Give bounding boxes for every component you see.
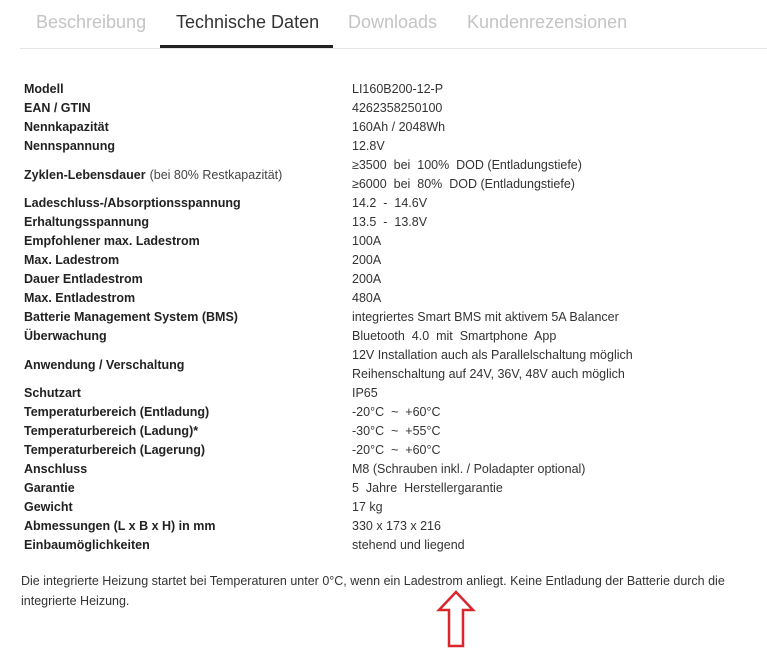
spec-label xyxy=(24,251,352,270)
spec-label-text: Nennspannung xyxy=(24,139,115,153)
spec-label-text: Abmessungen (L x B x H) in mm xyxy=(24,519,216,533)
spec-row xyxy=(24,251,744,270)
spec-value-line: Bluetooth 4.0 mit Smartphone App xyxy=(352,329,557,343)
spec-label xyxy=(24,99,352,118)
heating-footnote: Die integrierte Heizung startet bei Temperaturen unter 0°C, wenn ein Ladestrom anliegt. Keine Entladung der Batterie durch die integrierte Heizung. xyxy=(21,574,725,608)
spec-label xyxy=(24,536,352,555)
spec-value xyxy=(352,536,465,555)
spec-value xyxy=(352,460,585,479)
spec-value-line: 100A xyxy=(352,234,382,248)
spec-label-text: Einbaumöglichkeiten xyxy=(24,538,150,552)
spec-value-line: 12V Installation auch als Parallelschaltung möglich xyxy=(352,348,633,362)
tab-beschreibung[interactable]: Beschreibung xyxy=(36,12,147,32)
spec-label xyxy=(24,308,352,327)
spec-label-text: Empfohlener max. Ladestrom xyxy=(24,234,200,248)
spec-label xyxy=(24,156,352,194)
spec-row xyxy=(24,498,744,517)
spec-label xyxy=(24,137,352,156)
spec-value-line: IP65 xyxy=(352,386,378,400)
spec-label-text: Dauer Entladestrom xyxy=(24,272,143,286)
spec-value-line: M8 (Schrauben inkl. / Poladapter optional) xyxy=(352,462,586,476)
spec-row xyxy=(24,441,744,460)
spec-value xyxy=(352,232,381,251)
spec-value xyxy=(352,479,503,498)
spec-value xyxy=(352,194,427,213)
spec-label xyxy=(24,460,352,479)
spec-value-line: -30°C ~ +55°C xyxy=(352,424,441,438)
spec-label-text: Temperaturbereich (Lagerung) xyxy=(24,443,206,457)
spec-label xyxy=(24,327,352,346)
spec-label-text: Gewicht xyxy=(24,500,73,514)
spec-value-line: 160Ah / 2048Wh xyxy=(352,120,446,134)
spec-label-text: Erhaltungsspannung xyxy=(24,215,149,229)
spec-value-line: 480A xyxy=(352,291,382,305)
spec-label xyxy=(24,118,352,137)
spec-row xyxy=(24,384,744,403)
spec-value xyxy=(352,384,378,403)
spec-table xyxy=(24,80,744,555)
spec-row xyxy=(24,327,744,346)
spec-value xyxy=(352,251,381,270)
spec-row xyxy=(24,289,744,308)
spec-label-text: Max. Entladestrom xyxy=(24,291,136,305)
spec-value xyxy=(352,80,443,99)
spec-row xyxy=(24,156,744,194)
spec-label xyxy=(24,213,352,232)
spec-value-line: stehend und liegend xyxy=(352,538,465,552)
active-tab-indicator xyxy=(160,45,333,48)
tab-technische-daten[interactable]: Technische Daten xyxy=(176,12,320,32)
spec-label xyxy=(24,403,352,422)
spec-label-text: Temperaturbereich (Entladung) xyxy=(24,405,210,419)
spec-label xyxy=(24,289,352,308)
spec-value xyxy=(352,441,441,460)
spec-label xyxy=(24,498,352,517)
spec-label-text: Modell xyxy=(24,82,64,96)
spec-value-line: ≥3500 bei 100% DOD (Entladungstiefe) xyxy=(352,158,582,172)
spec-row xyxy=(24,308,744,327)
spec-label xyxy=(24,194,352,213)
spec-row xyxy=(24,403,744,422)
spec-value-line: integriertes Smart BMS mit aktivem 5A Balancer xyxy=(352,310,619,324)
spec-value xyxy=(352,327,556,346)
spec-label-text: Anschluss xyxy=(24,462,88,476)
spec-value-line: LI160B200-12-P xyxy=(352,82,444,96)
up-arrow-icon xyxy=(436,590,476,648)
spec-label xyxy=(24,232,352,251)
spec-row xyxy=(24,460,744,479)
spec-label-text: Schutzart xyxy=(24,386,81,400)
spec-label-text: Nennkapazität xyxy=(24,120,109,134)
spec-value xyxy=(352,289,381,308)
spec-value-line: 14.2 - 14.6V xyxy=(352,196,428,210)
spec-value-line: -20°C ~ +60°C xyxy=(352,443,441,457)
spec-value xyxy=(352,156,582,194)
spec-value-line: 12.8V xyxy=(352,139,385,153)
spec-label xyxy=(24,80,352,99)
spec-value xyxy=(352,213,427,232)
spec-label-text: Ladeschluss-/Absorptionsspannung xyxy=(24,196,241,210)
spec-value xyxy=(352,118,445,137)
spec-label-text: Temperaturbereich (Ladung)* xyxy=(24,424,199,438)
spec-value xyxy=(352,270,381,289)
spec-value-line: ≥6000 bei 80% DOD (Entladungstiefe) xyxy=(352,177,575,191)
spec-value xyxy=(352,403,441,422)
spec-value-line: 330 x 173 x 216 xyxy=(352,519,441,533)
spec-value-line: 200A xyxy=(352,253,382,267)
spec-value xyxy=(352,498,383,517)
spec-value-line: 17 kg xyxy=(352,500,383,514)
spec-row xyxy=(24,194,744,213)
spec-value xyxy=(352,308,619,327)
spec-value xyxy=(352,346,633,384)
spec-value-line: 13.5 - 13.8V xyxy=(352,215,428,229)
spec-label-text: Überwachung xyxy=(24,329,107,343)
spec-label-text: EAN / GTIN xyxy=(24,101,91,115)
spec-label-text: Anwendung / Verschaltung xyxy=(24,358,185,372)
spec-label xyxy=(24,384,352,403)
spec-row xyxy=(24,118,744,137)
spec-value-line: 4262358250100 xyxy=(352,101,443,115)
spec-row xyxy=(24,232,744,251)
spec-row xyxy=(24,422,744,441)
spec-row xyxy=(24,99,744,118)
spec-value-line: Reihenschaltung auf 24V, 36V, 48V auch möglich xyxy=(352,367,625,381)
spec-value xyxy=(352,517,441,536)
spec-row xyxy=(24,517,744,536)
spec-value xyxy=(352,422,441,441)
spec-row xyxy=(24,80,744,99)
spec-label-text: Zyklen-Lebensdauer xyxy=(24,168,146,182)
spec-value xyxy=(352,99,442,118)
spec-label xyxy=(24,270,352,289)
spec-label xyxy=(24,479,352,498)
spec-row xyxy=(24,137,744,156)
spec-label xyxy=(24,517,352,536)
spec-value-line: -20°C ~ +60°C xyxy=(352,405,441,419)
spec-label-text: Garantie xyxy=(24,481,75,495)
spec-value xyxy=(352,137,385,156)
spec-row xyxy=(24,213,744,232)
tab-kundenrezensionen[interactable]: Kundenrezensionen xyxy=(467,12,628,32)
spec-row xyxy=(24,536,744,555)
spec-value-line: 200A xyxy=(352,272,382,286)
spec-row xyxy=(24,270,744,289)
spec-label-text: Batterie Management System (BMS) xyxy=(24,310,238,324)
tab-bar xyxy=(20,0,767,49)
tab-downloads[interactable]: Downloads xyxy=(348,12,438,32)
spec-row xyxy=(24,479,744,498)
spec-row xyxy=(24,346,744,384)
spec-label xyxy=(24,422,352,441)
spec-label-note: (bei 80% Restkapazität) xyxy=(149,168,283,182)
spec-label xyxy=(24,346,352,384)
spec-value-line: 5 Jahre Herstellergarantie xyxy=(352,481,503,495)
spec-label xyxy=(24,441,352,460)
spec-label-text: Max. Ladestrom xyxy=(24,253,120,267)
